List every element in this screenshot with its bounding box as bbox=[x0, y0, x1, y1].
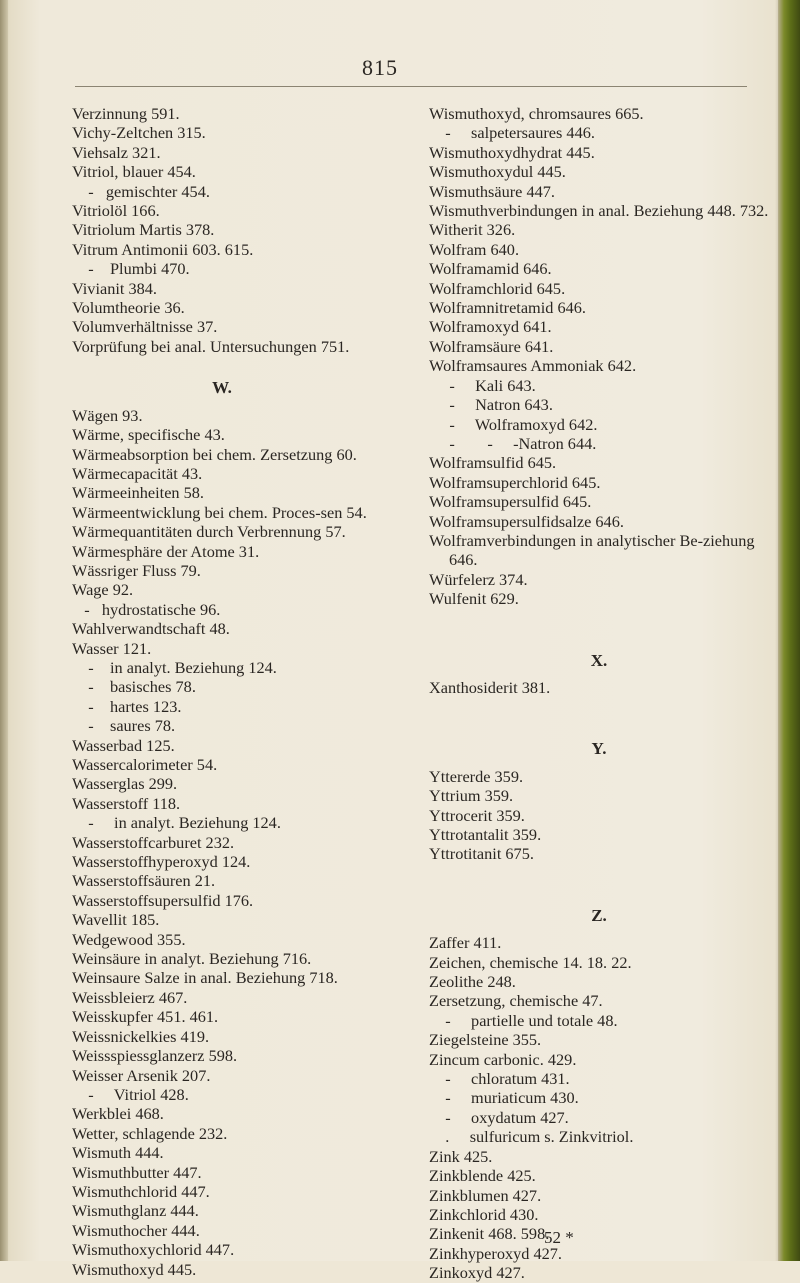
index-entry: Wolframverbindungen in analytischer Be-ziehung 646. bbox=[429, 530, 755, 570]
index-entry: Würfelerz 374. bbox=[429, 569, 528, 589]
index-entry: Wolframsupersulfidsalze 646. bbox=[429, 511, 624, 531]
index-entry: Wismuth 444. bbox=[72, 1143, 164, 1163]
index-entry: Weinsaure Salze in anal. Beziehung 718. bbox=[72, 968, 338, 988]
index-entry: Wismuthoxydul 445. bbox=[429, 162, 566, 182]
index-entry: Volumtheorie 36. bbox=[72, 298, 185, 318]
section-gap bbox=[429, 697, 769, 739]
index-entry: Wasserbad 125. bbox=[72, 735, 175, 755]
index-entry: Weissbleierz 467. bbox=[72, 987, 188, 1007]
index-entry: Vitrum Antimonii 603. 615. bbox=[72, 239, 254, 259]
index-entry: Vitriolöl 166. bbox=[72, 201, 160, 221]
index-entry: - salpetersaures 446. bbox=[429, 123, 595, 143]
index-entry: - hartes 123. bbox=[72, 696, 182, 716]
index-entry: Yttrotitanit 675. bbox=[429, 844, 534, 864]
index-entry: Wägen 93. bbox=[72, 405, 143, 425]
index-column-left bbox=[72, 104, 372, 1279]
index-entry: - Kali 643. bbox=[429, 375, 536, 395]
index-entry: - in analyt. Beziehung 124. bbox=[72, 657, 277, 677]
index-entry: Weinsäure in analyt. Beziehung 716. bbox=[72, 949, 312, 969]
index-entry: Wässriger Fluss 79. bbox=[72, 560, 201, 580]
index-entry: Wärmequantitäten durch Verbrennung 57. bbox=[72, 522, 346, 542]
index-entry: Vitriol, blauer 454. bbox=[72, 162, 196, 182]
index-entry: Wolframoxyd 641. bbox=[429, 317, 552, 337]
section-heading: Y. bbox=[591, 739, 607, 759]
index-entry: Yttrocerit 359. bbox=[429, 805, 525, 825]
index-entry: Xanthosiderit 381. bbox=[429, 677, 551, 697]
index-entry: Wolframnitretamid 646. bbox=[429, 298, 586, 318]
section-gap bbox=[72, 356, 372, 378]
index-entry: Wolframsulfid 645. bbox=[429, 453, 557, 473]
index-entry: Wasser 121. bbox=[72, 638, 152, 658]
index-entry: Wedgewood 355. bbox=[72, 929, 186, 949]
section-heading: W. bbox=[212, 378, 232, 398]
index-entry: Wärmesphäre der Atome 31. bbox=[72, 541, 260, 561]
index-entry: Zinkblende 425. bbox=[429, 1166, 536, 1186]
index-entry: - - -Natron 644. bbox=[429, 433, 597, 453]
page-left-edge bbox=[0, 0, 8, 1261]
index-entry: - chloratum 431. bbox=[429, 1069, 570, 1089]
index-entry: - gemischter 454. bbox=[72, 181, 210, 201]
index-entry: Wismuthocher 444. bbox=[72, 1220, 200, 1240]
index-entry: Wismuthchlorid 447. bbox=[72, 1181, 210, 1201]
page-number: 815 bbox=[362, 55, 398, 80]
index-entry: Weissspiessglanzerz 598. bbox=[72, 1046, 238, 1066]
index-entry: Yttrium 359. bbox=[429, 786, 514, 806]
index-entry: Wahlverwandtschaft 48. bbox=[72, 619, 230, 639]
index-entry: Yttererde 359. bbox=[429, 766, 524, 786]
page-right-edge bbox=[778, 0, 800, 1261]
index-entry: Weisskupfer 451. 461. bbox=[72, 1007, 219, 1027]
index-entry: Zersetzung, chemische 47. bbox=[429, 991, 603, 1011]
index-entry: Wismuthglanz 444. bbox=[72, 1201, 199, 1221]
index-entry: Wismuthoxyd 445. bbox=[72, 1259, 197, 1279]
index-entry: Witherit 326. bbox=[429, 220, 516, 240]
index-entry: Wismuthoxydhydrat 445. bbox=[429, 142, 595, 162]
index-entry: Wärmecapacität 43. bbox=[72, 463, 203, 483]
index-entry: Wolframsäure 641. bbox=[429, 336, 554, 356]
index-entry: Zinkblumen 427. bbox=[429, 1185, 542, 1205]
index-entry: Zeolithe 248. bbox=[429, 972, 516, 992]
index-entry: Zinkenit 468. 598. bbox=[429, 1224, 550, 1244]
index-entry: Wolframsaures Ammoniak 642. bbox=[429, 356, 637, 376]
index-entry: - Wolframoxyd 642. bbox=[429, 414, 598, 434]
index-entry: Wolframchlorid 645. bbox=[429, 278, 566, 298]
index-entry: Vivianit 384. bbox=[72, 278, 157, 298]
index-entry: Vorprüfung bei anal. Untersuchungen 751. bbox=[72, 336, 350, 356]
index-entry: Wolfram 640. bbox=[429, 239, 520, 259]
index-entry: Wasserstoff 118. bbox=[72, 793, 181, 813]
index-entry: - muriaticum 430. bbox=[429, 1088, 579, 1108]
section-heading: Z. bbox=[591, 905, 607, 925]
index-entry: Ziegelsteine 355. bbox=[429, 1030, 542, 1050]
index-entry: Wärme, specifische 43. bbox=[72, 425, 225, 445]
signature-mark: 52 * bbox=[544, 1228, 574, 1247]
section-gap bbox=[429, 864, 769, 906]
index-entry: Wassercalorimeter 54. bbox=[72, 755, 218, 774]
index-entry: - basisches 78. bbox=[72, 677, 196, 697]
index-entry: Wismuthbutter 447. bbox=[72, 1162, 202, 1182]
index-entry: Wasserstoffcarburet 232. bbox=[72, 832, 235, 852]
index-entry: Zinkoxyd 427. bbox=[429, 1263, 525, 1283]
index-entry: - Vitriol 428. bbox=[72, 1084, 189, 1104]
index-entry: Zinkhyperoxyd 427. bbox=[429, 1243, 562, 1263]
index-entry: Wasserstoffsupersulfid 176. bbox=[72, 890, 254, 910]
index-entry: Wasserglas 299. bbox=[72, 774, 178, 794]
index-entry: Wolframsupersulfid 645. bbox=[429, 492, 592, 512]
index-entry: Verzinnung 591. bbox=[72, 104, 180, 123]
index-entry: Wetter, schlagende 232. bbox=[72, 1123, 228, 1143]
index-entry: Wismuthoxyd, chromsaures 665. bbox=[429, 104, 644, 123]
index-entry: - partielle und totale 48. bbox=[429, 1010, 618, 1030]
index-entry: Wärmeeinheiten 58. bbox=[72, 483, 204, 503]
index-entry: Wulfenit 629. bbox=[429, 589, 519, 609]
index-entry: Weisser Arsenik 207. bbox=[72, 1065, 211, 1085]
section-gap bbox=[429, 609, 769, 651]
index-entry: Yttrotantalit 359. bbox=[429, 825, 542, 844]
index-entry: - in analyt. Beziehung 124. bbox=[72, 813, 281, 833]
index-entry: . sulfuricum s. Zinkvitriol. bbox=[429, 1127, 634, 1147]
header-rule bbox=[75, 86, 747, 87]
index-entry: Wismuthoxychlorid 447. bbox=[72, 1240, 235, 1260]
index-entry: Wärmeabsorption bei chem. Zersetzung 60. bbox=[72, 444, 357, 464]
index-entry: Vitriolum Martis 378. bbox=[72, 220, 215, 240]
index-entry: Volumverhältnisse 37. bbox=[72, 317, 218, 337]
index-entry: Zeichen, chemische 14. 18. 22. bbox=[429, 952, 632, 972]
index-entry: Wismuthsäure 447. bbox=[429, 181, 555, 201]
index-entry: Wasserstoffhyperoxyd 124. bbox=[72, 852, 251, 872]
index-entry: Wärmeentwicklung bei chem. Proces-sen 54. bbox=[72, 502, 367, 522]
index-entry: - saures 78. bbox=[72, 716, 176, 736]
index-entry: - oxydatum 427. bbox=[429, 1107, 569, 1127]
index-entry: - Natron 643. bbox=[429, 395, 553, 415]
index-entry: Zink 425. bbox=[429, 1146, 493, 1166]
index-entry: Wavellit 185. bbox=[72, 910, 160, 930]
index-entry: Viehsalz 321. bbox=[72, 142, 161, 162]
index-entry: Vichy-Zeltchen 315. bbox=[72, 123, 206, 143]
index-entry: Wage 92. bbox=[72, 580, 134, 600]
index-entry: Wismuthverbindungen in anal. Beziehung 448. 732. bbox=[429, 201, 769, 221]
index-entry: - Plumbi 470. bbox=[72, 259, 190, 279]
index-entry: Wolframamid 646. bbox=[429, 259, 552, 279]
index-entry: Weissnickelkies 419. bbox=[72, 1026, 210, 1046]
index-entry: Zincum carbonic. 429. bbox=[429, 1049, 577, 1069]
index-entry: Wasserstoffsäuren 21. bbox=[72, 871, 216, 891]
index-entry: Werkblei 468. bbox=[72, 1104, 164, 1124]
index-entry: Wolframsuperchlorid 645. bbox=[429, 472, 601, 492]
index-entry: Zaffer 411. bbox=[429, 933, 502, 953]
section-heading: X. bbox=[590, 650, 608, 670]
index-entry: Zinkchlorid 430. bbox=[429, 1204, 539, 1224]
index-column-right bbox=[429, 104, 769, 1283]
index-entry: - hydrostatische 96. bbox=[72, 599, 221, 619]
